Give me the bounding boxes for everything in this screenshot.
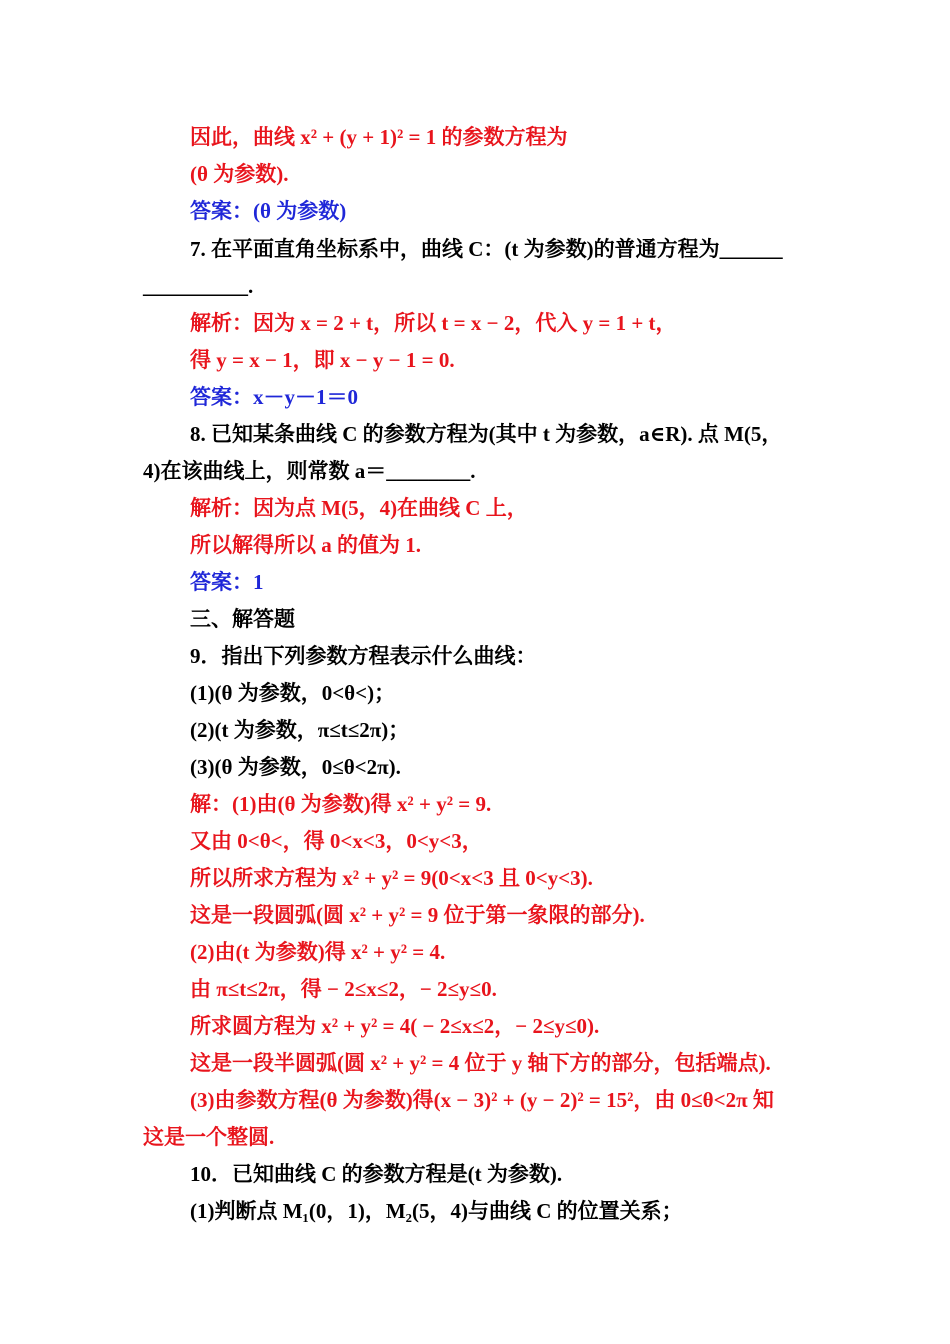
text-line: 得 y = x − 1，即 x − y − 1 = 0.: [190, 348, 455, 372]
text-line: __________.: [143, 274, 254, 298]
question-9: 9．指出下列参数方程表示什么曲线：: [190, 644, 537, 668]
text-line: (3)由参数方程(θ 为参数)得(x − 3)² + (y − 2)² = 15²，由 0≤θ<2π 知: [190, 1088, 774, 1112]
text-line: (1)(θ 为参数，0<θ<)；: [190, 681, 396, 705]
solution-line: 解析：因为 x = 2 + t，所以 t = x − 2，代入 y = 1 + t，: [190, 311, 677, 335]
question-7: 7. 在平面直角坐标系中，曲线 C：(t 为参数)的普通方程为______: [190, 237, 783, 261]
answer-line: 答案：1: [190, 570, 264, 594]
text-line: (2)(t 为参数，π≤t≤2π)；: [190, 718, 410, 742]
question-8: 8. 已知某条曲线 C 的参数方程为(其中 t 为参数，a∈R). 点 M(5，: [190, 422, 783, 446]
text-line: 4)在该曲线上，则常数 a＝________.: [143, 459, 476, 483]
section-heading: 三、解答题: [190, 607, 295, 631]
solution-line: 解析：因为点 M(5，4)在曲线 C 上，: [190, 496, 528, 520]
solution-line: 解：(1)由(θ 为参数)得 x² + y² = 9.: [190, 792, 492, 816]
text-line: 所求圆方程为 x² + y² = 4( − 2≤x≤2，− 2≤y≤0).: [190, 1014, 600, 1038]
answer-line: 答案：(θ 为参数): [190, 199, 347, 223]
text-line: 又由 0<θ<，得 0<x<3，0<y<3，: [190, 829, 483, 853]
answer-line: 答案：x－y－1＝0: [190, 385, 358, 409]
text-line: 所以所求方程为 x² + y² = 9(0<x<3 且 0<y<3).: [190, 866, 593, 890]
text-line: 因此，曲线 x² + (y + 1)² = 1 的参数方程为: [190, 125, 568, 149]
text-line: 这是一段圆弧(圆 x² + y² = 9 位于第一象限的部分).: [190, 903, 645, 927]
text-line: 这是一段半圆弧(圆 x² + y² = 4 位于 y 轴下方的部分，包括端点).: [190, 1051, 771, 1075]
text-line: (1)判断点 M₁(0，1)，M₂(5，4)与曲线 C 的位置关系；: [190, 1199, 683, 1223]
text-line: 这是一个整圆.: [143, 1125, 275, 1149]
text-line: 所以解得所以 a 的值为 1.: [190, 533, 421, 557]
text-line: (2)由(t 为参数)得 x² + y² = 4.: [190, 940, 446, 964]
text-line: (θ 为参数).: [190, 162, 289, 186]
text-line: (3)(θ 为参数，0≤θ<2π).: [190, 755, 401, 779]
text-line: 由 π≤t≤2π，得 − 2≤x≤2，− 2≤y≤0.: [190, 977, 497, 1001]
question-10: 10．已知曲线 C 的参数方程是(t 为参数).: [190, 1162, 563, 1186]
